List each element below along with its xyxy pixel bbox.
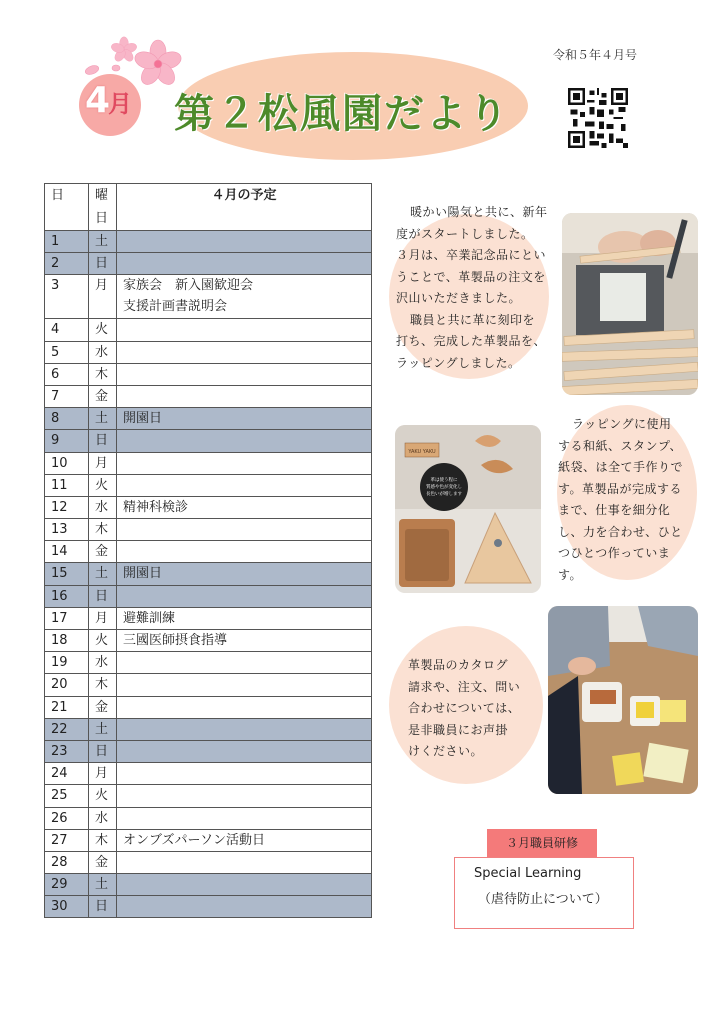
photo-stamping-leather [562,213,698,395]
schedule-event [117,696,372,718]
schedule-weekday: 土 [89,563,117,585]
schedule-day: 7 [45,385,89,407]
april-schedule-table [44,183,372,918]
article-line: ラッピングに使用 [572,417,672,431]
schedule-event [117,785,372,807]
schedule-event: 避難訓練 [117,607,372,629]
article-line: 度がスタートしました。 [396,226,534,241]
schedule-day: 1 [45,231,89,253]
schedule-row [45,231,372,253]
schedule-weekday: 金 [89,851,117,873]
schedule-weekday: 水 [89,807,117,829]
article-line: す。 [558,567,583,582]
article-catalog-request [408,655,538,763]
schedule-event: オンブズパーソン活動日 [117,829,372,851]
schedule-day: 20 [45,674,89,696]
schedule-row [45,452,372,474]
article-line: 革製品のカタログ [408,658,509,672]
article-line: す。革製品が完成する [558,481,683,496]
article-wrapping [558,414,698,586]
schedule-row [45,630,372,652]
schedule-event [117,275,372,319]
schedule-row [45,408,372,430]
schedule-day: 5 [45,341,89,363]
article-line: ３月は、卒業記念品にとい [396,248,547,262]
schedule-event [117,718,372,740]
schedule-row [45,696,372,718]
article-line: 是非職員にお声掛 [408,722,509,737]
schedule-row [45,430,372,452]
schedule-weekday: 木 [89,519,117,541]
schedule-weekday: 木 [89,829,117,851]
schedule-event [117,253,372,275]
schedule-weekday: 日 [89,585,117,607]
tag-note-line: 革は使う程に [430,478,458,483]
schedule-row [45,674,372,696]
schedule-event-line: 支援計画書説明会 [123,299,228,315]
schedule-event [117,452,372,474]
table-header-row [45,184,372,231]
schedule-day: 25 [45,785,89,807]
schedule-day: 18 [45,630,89,652]
schedule-row [45,385,372,407]
schedule-row [45,718,372,740]
schedule-weekday: 水 [89,652,117,674]
schedule-row [45,253,372,275]
schedule-event-line: 家族会 新入園歓迎会 [123,278,254,294]
schedule-event: 開園日 [117,408,372,430]
tag-note-line: 長色いが増します [426,492,462,497]
schedule-weekday: 月 [89,607,117,629]
schedule-row [45,341,372,363]
schedule-day: 23 [45,740,89,762]
schedule-event [117,652,372,674]
article-line: つひとつ作っていま [558,546,671,560]
schedule-weekday: 月 [89,452,117,474]
schedule-row [45,363,372,385]
article-line: 紙袋、は全て手作りで [558,460,684,474]
schedule-day: 24 [45,763,89,785]
schedule-event [117,430,372,452]
schedule-weekday: 水 [89,341,117,363]
schedule-event [117,363,372,385]
photo-leather-products [395,425,541,593]
schedule-event [117,474,372,496]
schedule-event: 精神科検診 [117,496,372,518]
schedule-day: 14 [45,541,89,563]
schedule-weekday: 日 [89,430,117,452]
schedule-weekday: 水 [89,496,117,518]
article-line: 職員と共に革に刻印を [410,312,536,327]
issue-date: 令和５年４月号 [553,48,638,62]
schedule-day: 11 [45,474,89,496]
schedule-event [117,763,372,785]
schedule-weekday: 日 [89,896,117,918]
schedule-event: 三國医師摂食指導 [117,630,372,652]
training-heading: ３月職員研修 [487,829,597,857]
schedule-row [45,607,372,629]
article-line: 打ち、完成した革製品を、 [396,334,547,348]
header-weekday: 曜日 [89,184,117,231]
schedule-row [45,807,372,829]
schedule-row [45,275,372,319]
schedule-day: 28 [45,851,89,873]
header-day: 日 [45,184,89,231]
schedule-weekday: 火 [89,319,117,341]
schedule-weekday: 土 [89,874,117,896]
schedule-weekday: 日 [89,740,117,762]
article-line: けください。 [408,744,484,758]
schedule-weekday: 月 [89,763,117,785]
schedule-day: 27 [45,829,89,851]
tag-note-line: 質感や色が変化し [426,485,462,490]
schedule-row [45,541,372,563]
schedule-row [45,896,372,918]
schedule-event [117,674,372,696]
schedule-event [117,874,372,896]
schedule-event [117,231,372,253]
schedule-event [117,851,372,873]
schedule-weekday: 火 [89,630,117,652]
schedule-day: 8 [45,408,89,430]
schedule-weekday: 火 [89,785,117,807]
article-line: し、力を合わせ、ひと [558,524,683,539]
schedule-weekday: 火 [89,474,117,496]
schedule-weekday: 土 [89,408,117,430]
schedule-event [117,341,372,363]
schedule-day: 22 [45,718,89,740]
schedule-weekday: 金 [89,385,117,407]
schedule-day: 6 [45,363,89,385]
qr-code [568,88,628,148]
schedule-row [45,652,372,674]
schedule-day: 13 [45,519,89,541]
schedule-event [117,519,372,541]
schedule-row [45,763,372,785]
schedule-day: 3 [45,275,89,319]
month-label: 4月 [85,80,131,121]
article-line: 暖かい陽気と共に、新年 [410,205,548,219]
schedule-row [45,519,372,541]
schedule-event [117,385,372,407]
schedule-weekday: 金 [89,696,117,718]
schedule-row [45,851,372,873]
schedule-event [117,807,372,829]
article-line: まで、仕事を細分化 [558,503,671,517]
schedule-weekday: 月 [89,275,117,319]
schedule-day: 4 [45,319,89,341]
schedule-day: 30 [45,896,89,918]
article-line: 合わせについては、 [408,701,521,715]
tag-label: YAKU YAKU [408,449,436,455]
schedule-row [45,474,372,496]
schedule-event [117,541,372,563]
schedule-row [45,585,372,607]
photo-craft-work [548,606,698,794]
schedule-row [45,785,372,807]
schedule-day: 26 [45,807,89,829]
article-line: うことで、革製品の注文を [396,269,546,284]
header-plan: ４月の予定 [117,184,372,231]
schedule-day: 17 [45,607,89,629]
article-line: する和紙、スタンプ、 [558,438,683,453]
schedule-row [45,563,372,585]
schedule-day: 29 [45,874,89,896]
schedule-day: 16 [45,585,89,607]
schedule-row [45,874,372,896]
schedule-event [117,896,372,918]
newsletter-title: 第２松風園だより [174,91,510,137]
schedule-day: 9 [45,430,89,452]
schedule-day: 15 [45,563,89,585]
article-line: ラッピングしました。 [396,355,521,370]
schedule-day: 19 [45,652,89,674]
schedule-day: 12 [45,496,89,518]
schedule-day: 2 [45,253,89,275]
training-topic: Special Learning [474,866,582,881]
schedule-event [117,740,372,762]
article-line: 沢山いただきました。 [396,291,522,305]
schedule-weekday: 木 [89,674,117,696]
schedule-day: 10 [45,452,89,474]
schedule-weekday: 日 [89,253,117,275]
schedule-row [45,829,372,851]
schedule-day: 21 [45,696,89,718]
article-new-year [396,202,566,374]
schedule-event [117,585,372,607]
schedule-row [45,496,372,518]
schedule-row [45,319,372,341]
schedule-event [117,319,372,341]
schedule-weekday: 木 [89,363,117,385]
schedule-weekday: 金 [89,541,117,563]
training-subtopic: （虐待防止について） [478,892,608,907]
schedule-weekday: 土 [89,718,117,740]
schedule-weekday: 土 [89,231,117,253]
schedule-row [45,740,372,762]
schedule-event: 開園日 [117,563,372,585]
article-line: 請求や、注文、問い [408,679,521,694]
